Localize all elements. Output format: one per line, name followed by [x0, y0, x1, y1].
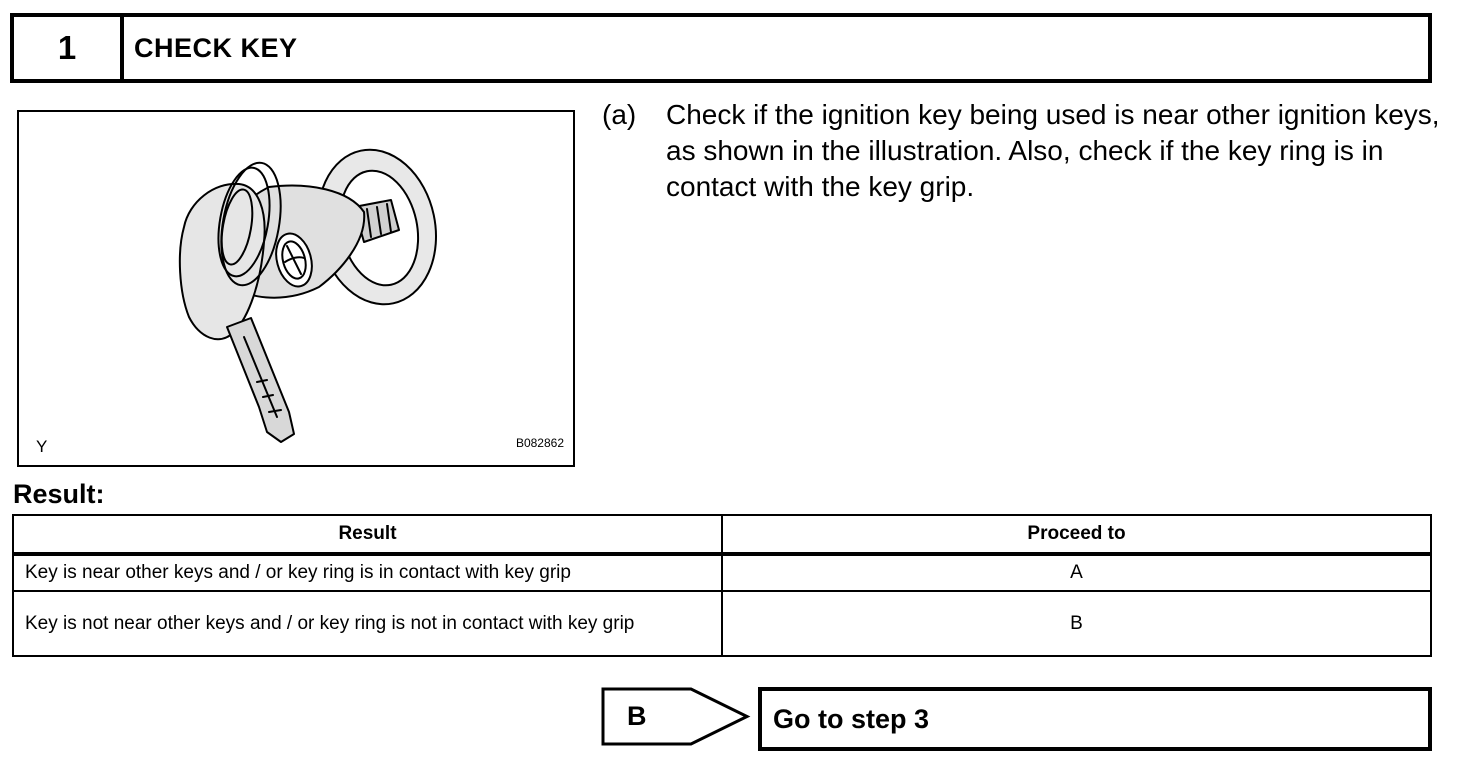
illustration-corner-letter: Y — [36, 437, 48, 456]
result-cell: Key is not near other keys and / or key ring is not in contact with key grip — [13, 591, 722, 656]
table-row — [13, 591, 1431, 656]
instruction-item — [602, 97, 1442, 205]
result-heading: Result: — [13, 479, 105, 509]
ignition-key-with-ring-icon — [19, 112, 573, 465]
step-number: 1 — [14, 17, 124, 79]
result-cell: Key is near other keys and / or key ring is in contact with key grip — [13, 554, 722, 591]
step-title: CHECK KEY — [134, 32, 298, 63]
step-header — [10, 13, 1432, 83]
instruction-text: Check if the ignition key being used is near other ignition keys, as shown in the illustration. Also, check if the key ring is in contact with the key grip. — [666, 99, 1440, 202]
result-table — [12, 514, 1432, 657]
go-to-step-box[interactable]: Go to step 3 — [758, 687, 1432, 751]
proceed-label: B — [627, 701, 647, 731]
proceed-cell: A — [722, 554, 1431, 591]
table-row — [13, 554, 1431, 591]
key-illustration — [17, 110, 575, 467]
column-header-proceed-to: Proceed to — [722, 515, 1431, 554]
column-header-result: Result — [13, 515, 722, 554]
proceed-arrow-icon — [601, 687, 751, 746]
proceed-cell: B — [722, 591, 1431, 656]
illustration-figure-code: B082862 — [515, 436, 564, 450]
table-header-row — [13, 515, 1431, 554]
instruction-marker: (a) — [602, 99, 637, 130]
